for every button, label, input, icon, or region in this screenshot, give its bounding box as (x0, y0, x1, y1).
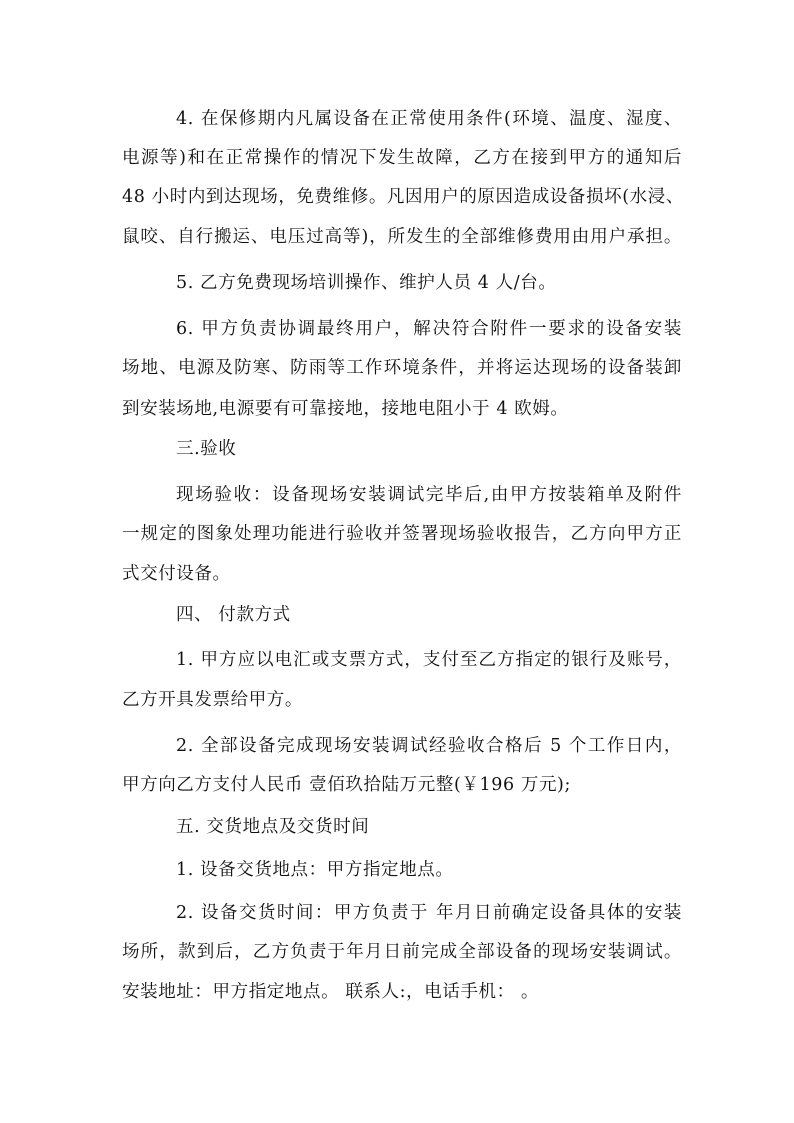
clause-6-line-3: 到安装场地,电源要有可靠接地，接地电阻小于 4 欧姆。 (122, 399, 569, 419)
delivery-2-line-2: 场所，款到后，乙方负责于年月日前完成全部设备的现场安装调试。 (122, 942, 682, 962)
delivery-1-line: 1. 设备交货地点：甲方指定地点。 (176, 860, 454, 880)
payment-1-line-2: 乙方开具发票给甲方。 (122, 690, 303, 710)
clause-6-line-1: 6. 甲方负责协调最终用户，解决符合附件一要求的设备安装 (176, 319, 682, 339)
clause-5-line: 5. 乙方免费现场培训操作、维护人员 4 人/台。 (176, 273, 557, 293)
clause-4-line-2: 电源等)和在正常操作的情况下发生故障，乙方在接到甲方的通知后 (122, 148, 682, 168)
clause-4-line-3: 48 小时内到达现场，免费维修。凡因用户的原因造成设备损坏(水浸、 (122, 187, 684, 207)
payment-1-line-1: 1. 甲方应以电汇或支票方式，支付至乙方指定的银行及账号， (176, 650, 682, 670)
payment-2-line-2: 甲方向乙方支付人民币 壹佰玖拾陆万元整(￥196 万元); (122, 775, 571, 795)
clause-4-line-1: 4. 在保修期内凡属设备在正常使用条件(环境、温度、湿度、 (176, 109, 682, 129)
payment-2-line-1: 2. 全部设备完成现场安装调试经验收合格后 5 个工作日内， (176, 736, 682, 756)
acceptance-line-1: 现场验收：设备现场安装调试完毕后,由甲方按装箱单及附件 (176, 485, 682, 505)
acceptance-line-2: 一规定的图象处理功能进行验收并签署现场验收报告，乙方向甲方正 (122, 524, 682, 544)
section-heading-acceptance: 三.验收 (176, 439, 237, 459)
delivery-2-line-1: 2. 设备交货时间：甲方负责于 年月日前确定设备具体的安装 (176, 903, 682, 923)
clause-4-line-4: 鼠咬、自行搬运、电压过高等)，所发生的全部维修费用由用户承担。 (122, 227, 682, 247)
acceptance-line-3: 式交付设备。 (122, 564, 231, 584)
delivery-2-line-3: 安装地址：甲方指定地点。 联系人:，电话手机： 。 (122, 982, 540, 1002)
section-heading-payment: 四、 付款方式 (176, 605, 291, 625)
section-heading-delivery: 五. 交货地点及交货时间 (176, 817, 370, 837)
clause-6-line-2: 场地、电源及防寒、防雨等工作环境条件，并将运达现场的设备装卸 (122, 358, 682, 378)
